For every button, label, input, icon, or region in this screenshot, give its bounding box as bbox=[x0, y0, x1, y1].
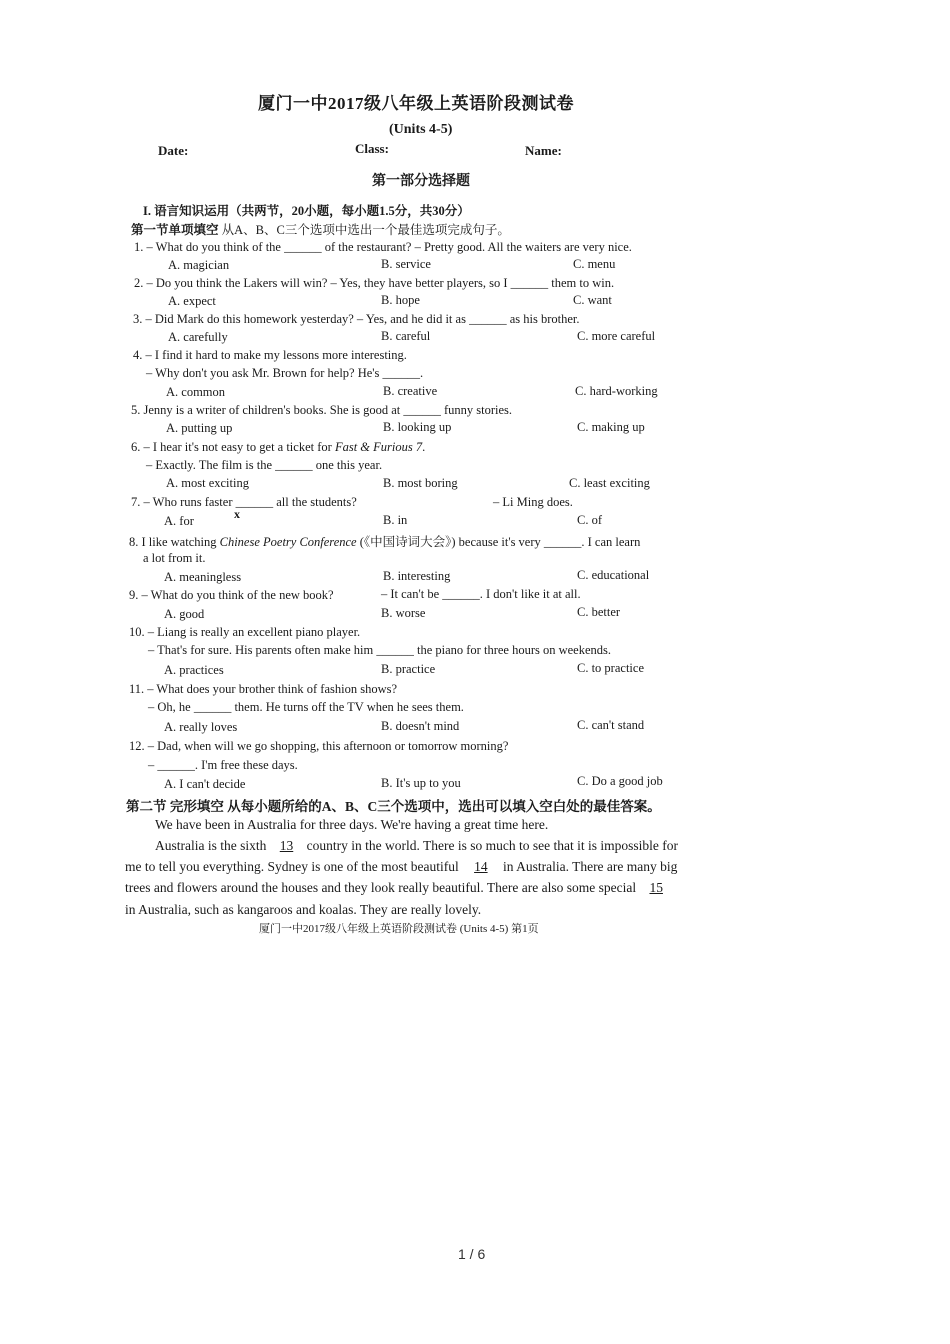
q7-option-c: C. of bbox=[577, 513, 602, 527]
handwritten-x-mark: x bbox=[234, 507, 240, 521]
question-8-post: (《中国诗词大会》) because it's very ______. I can learn bbox=[356, 535, 641, 549]
q12-option-c: C. Do a good job bbox=[577, 774, 663, 788]
q8-option-a: A. meaningless bbox=[164, 570, 242, 584]
cloze-paragraph-1: We have been in Australia for three days. We're having a great time here. bbox=[155, 817, 549, 832]
q8-option-c: C. educational bbox=[577, 568, 650, 582]
exam-title: 厦门一中2017级八年级上英语阶段测试卷 bbox=[258, 94, 574, 113]
question-9-reply: – It can't be ______. I don't like it at all. bbox=[381, 587, 581, 601]
cloze-p3-start: me to tell you everything. Sydney is one of the most beautiful bbox=[125, 859, 459, 874]
cloze-blank-13: 13 bbox=[279, 838, 294, 853]
question-10-reply: – That's for sure. His parents often make him ______ the piano for three hours on weekends. bbox=[148, 643, 612, 657]
question-6-pre: 6. – I hear it's not easy to get a ticket for bbox=[131, 440, 335, 454]
question-10: 10. – Liang is really an excellent piano player. bbox=[129, 625, 361, 639]
q2-option-c: C. want bbox=[573, 293, 612, 307]
question-7-reply: – Li Ming does. bbox=[493, 495, 573, 509]
question-6-post: . bbox=[422, 440, 426, 454]
q11-option-b: B. doesn't mind bbox=[381, 719, 460, 733]
q4-option-c: C. hard-working bbox=[575, 384, 658, 398]
question-1: 1. – What do you think of the ______ of the restaurant? – Pretty good. All the waiters are very nice. bbox=[134, 240, 632, 254]
q5-option-c: C. making up bbox=[577, 420, 645, 434]
cloze-p2-start: Australia is the sixth bbox=[155, 838, 267, 853]
q6-option-c: C. least exciting bbox=[569, 476, 650, 490]
units-subtitle: (Units 4-5) bbox=[389, 122, 453, 137]
q9-option-b: B. worse bbox=[381, 606, 426, 620]
question-12: 12. – Dad, when will we go shopping, this afternoon or tomorrow morning? bbox=[129, 739, 509, 753]
page-number: 1 / 6 bbox=[458, 1246, 486, 1262]
q10-option-a: A. practices bbox=[164, 663, 224, 677]
section-one-heading: I. 语言知识运用（共两节，20小题，每小题1.5分，共30分） bbox=[143, 204, 470, 218]
question-11: 11. – What does your brother think of fashion shows? bbox=[129, 682, 398, 696]
section-two-heading: 第二节 完形填空 从每小题所给的A、B、C三个选项中，选出可以填入空白处的最佳答案。 bbox=[126, 799, 661, 814]
question-7: 7. – Who runs faster ______ all the students? bbox=[131, 495, 357, 509]
cloze-paragraph-4-line bbox=[125, 880, 667, 896]
q6-option-b: B. most boring bbox=[383, 476, 458, 490]
q3-option-a: A. carefully bbox=[168, 330, 228, 344]
question-5: 5. Jenny is a writer of children's books. She is good at ______ funny stories. bbox=[131, 403, 513, 417]
question-6 bbox=[131, 440, 425, 455]
question-12-reply: – ______. I'm free these days. bbox=[148, 758, 298, 772]
date-label: Date: bbox=[158, 143, 189, 158]
cloze-paragraph-2-line bbox=[155, 838, 678, 854]
q3-option-b: B. careful bbox=[381, 329, 431, 343]
page-footer: 厦门一中2017级八年级上英语阶段测试卷 (Units 4-5) 第1页 bbox=[259, 923, 539, 935]
question-8 bbox=[129, 532, 640, 550]
question-6-reply: – Exactly. The film is the ______ one this year. bbox=[146, 458, 383, 472]
q6-option-a: A. most exciting bbox=[166, 476, 249, 490]
name-label: Name: bbox=[525, 143, 562, 158]
cloze-blank-15: 15 bbox=[649, 880, 663, 895]
q1-option-c: C. menu bbox=[573, 257, 616, 271]
cloze-p2-end: country in the world. There is so much to see that it is impossible for bbox=[306, 838, 678, 853]
q12-option-a: A. I can't decide bbox=[164, 777, 246, 791]
cloze-p3-end: in Australia. There are many big bbox=[502, 859, 678, 874]
question-8-show-title: Chinese Poetry Conference bbox=[219, 535, 357, 549]
question-4-reply: – Why don't you ask Mr. Brown for help? He's ______. bbox=[146, 366, 424, 380]
cloze-blank-14: 14 bbox=[474, 859, 488, 874]
question-2: 2. – Do you think the Lakers will win? – Yes, they have better players, so I ______ them to win. bbox=[134, 276, 615, 290]
question-8-pre: 8. I like watching bbox=[129, 535, 220, 549]
section-one-instruction bbox=[131, 220, 510, 238]
part-one-heading: 第一部分选择题 bbox=[372, 174, 470, 189]
q4-option-b: B. creative bbox=[383, 384, 438, 398]
cloze-p4-start: trees and flowers around the houses and they look really beautiful. There are also some special bbox=[125, 880, 637, 895]
q5-option-a: A. putting up bbox=[166, 421, 233, 435]
question-9: 9. – What do you think of the new book? bbox=[129, 588, 334, 602]
question-4: 4. – I find it hard to make my lessons more interesting. bbox=[133, 348, 407, 362]
q11-option-c: C. can't stand bbox=[577, 718, 645, 732]
q10-option-b: B. practice bbox=[381, 662, 436, 676]
q7-option-a: A. for bbox=[164, 514, 194, 528]
question-11-reply: – Oh, he ______ them. He turns off the TV when he sees them. bbox=[148, 700, 464, 714]
q9-option-a: A. good bbox=[164, 607, 205, 621]
question-3: 3. – Did Mark do this homework yesterday? – Yes, and he did it as ______ as his brother. bbox=[133, 312, 580, 326]
q4-option-a: A. common bbox=[166, 385, 226, 399]
q1-option-b: B. service bbox=[381, 257, 431, 271]
class-label: Class: bbox=[355, 141, 389, 156]
q12-option-b: B. It's up to you bbox=[381, 776, 461, 790]
q2-option-a: A. expect bbox=[168, 294, 216, 308]
q7-option-b: B. in bbox=[383, 513, 408, 527]
q5-option-b: B. looking up bbox=[383, 420, 452, 434]
cloze-paragraph-3-line bbox=[125, 859, 677, 875]
section-one-sub-bold: 第一节单项填空 bbox=[131, 223, 219, 237]
q11-option-a: A. really loves bbox=[164, 720, 238, 734]
section-one-sub-text: 从A、B、C三个选项中选出一个最佳选项完成句子。 bbox=[221, 223, 510, 237]
cloze-paragraph-5-line: in Australia, such as kangaroos and koalas. They are really lovely. bbox=[125, 902, 482, 917]
q9-option-c: C. better bbox=[577, 605, 621, 619]
q2-option-b: B. hope bbox=[381, 293, 420, 307]
q10-option-c: C. to practice bbox=[577, 661, 644, 675]
q8-option-b: B. interesting bbox=[383, 569, 451, 583]
question-6-film-title: Fast & Furious 7 bbox=[334, 440, 423, 454]
q1-option-a: A. magician bbox=[168, 258, 230, 272]
question-8-line2: a lot from it. bbox=[143, 551, 206, 565]
q3-option-c: C. more careful bbox=[577, 329, 656, 343]
